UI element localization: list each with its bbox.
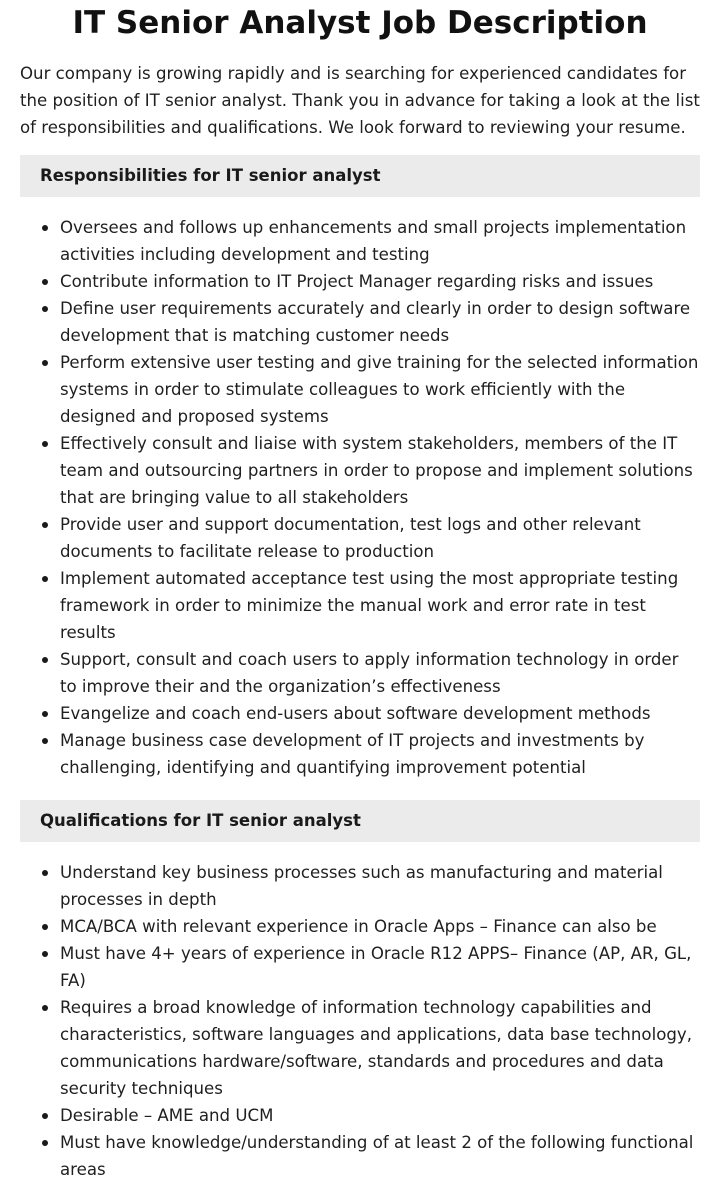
intro-paragraph: Our company is growing rapidly and is searching for experienced candidates for the position of IT senior analyst. Thank you in advance for taking a look at the list of responsibilities and qualifications. We look forward to reviewing your resume. bbox=[20, 64, 700, 137]
qualification-item: MCA/BCA with relevant experience in Oracle Apps – Finance can also be bbox=[60, 913, 700, 940]
responsibility-item: Perform extensive user testing and give training for the selected information systems in order to stimulate colleagues to work efficiently with the designed and proposed systems bbox=[60, 349, 700, 430]
responsibility-item: Oversees and follows up enhancements and small projects implementation activities including development and testing bbox=[60, 214, 700, 268]
page-title: IT Senior Analyst Job Description bbox=[72, 5, 648, 41]
responsibility-item: Contribute information to IT Project Manager regarding risks and issues bbox=[60, 268, 700, 295]
qualification-item: Desirable – AME and UCM bbox=[60, 1102, 700, 1129]
responsibility-item: Support, consult and coach users to apply information technology in order to improve their and the organization’s effectiveness bbox=[60, 646, 700, 700]
responsibility-item: Evangelize and coach end-users about software development methods bbox=[60, 700, 700, 727]
qualification-item: Must have 4+ years of experience in Oracle R12 APPS– Finance (AP, AR, GL, FA) bbox=[60, 940, 700, 994]
qualifications-heading: Qualifications for IT senior analyst bbox=[20, 800, 700, 842]
qualifications-list bbox=[20, 859, 700, 1183]
responsibility-item: Implement automated acceptance test using the most appropriate testing framework in order to minimize the manual work and error rate in test results bbox=[60, 565, 700, 646]
section-spacer bbox=[20, 781, 700, 786]
responsibilities-heading: Responsibilities for IT senior analyst bbox=[20, 155, 700, 197]
responsibility-item: Define user requirements accurately and clearly in order to design software development that is matching customer needs bbox=[60, 295, 700, 349]
qualification-item: Understand key business processes such as manufacturing and material processes in depth bbox=[60, 859, 700, 913]
qualification-item: Must have knowledge/understanding of at least 2 of the following functional areas bbox=[60, 1129, 700, 1183]
qualification-item: Requires a broad knowledge of information technology capabilities and characteristics, software languages and applications, data base technology, communications hardware/software, standards and procedures and data security techniques bbox=[60, 994, 700, 1102]
responsibility-item: Provide user and support documentation, test logs and other relevant documents to facilitate release to production bbox=[60, 511, 700, 565]
responsibility-item: Effectively consult and liaise with system stakeholders, members of the IT team and outsourcing partners in order to propose and implement solutions that are bringing value to all stakeholders bbox=[60, 430, 700, 511]
responsibility-item: Manage business case development of IT projects and investments by challenging, identifying and quantifying improvement potential bbox=[60, 727, 700, 781]
responsibilities-list bbox=[20, 214, 700, 781]
